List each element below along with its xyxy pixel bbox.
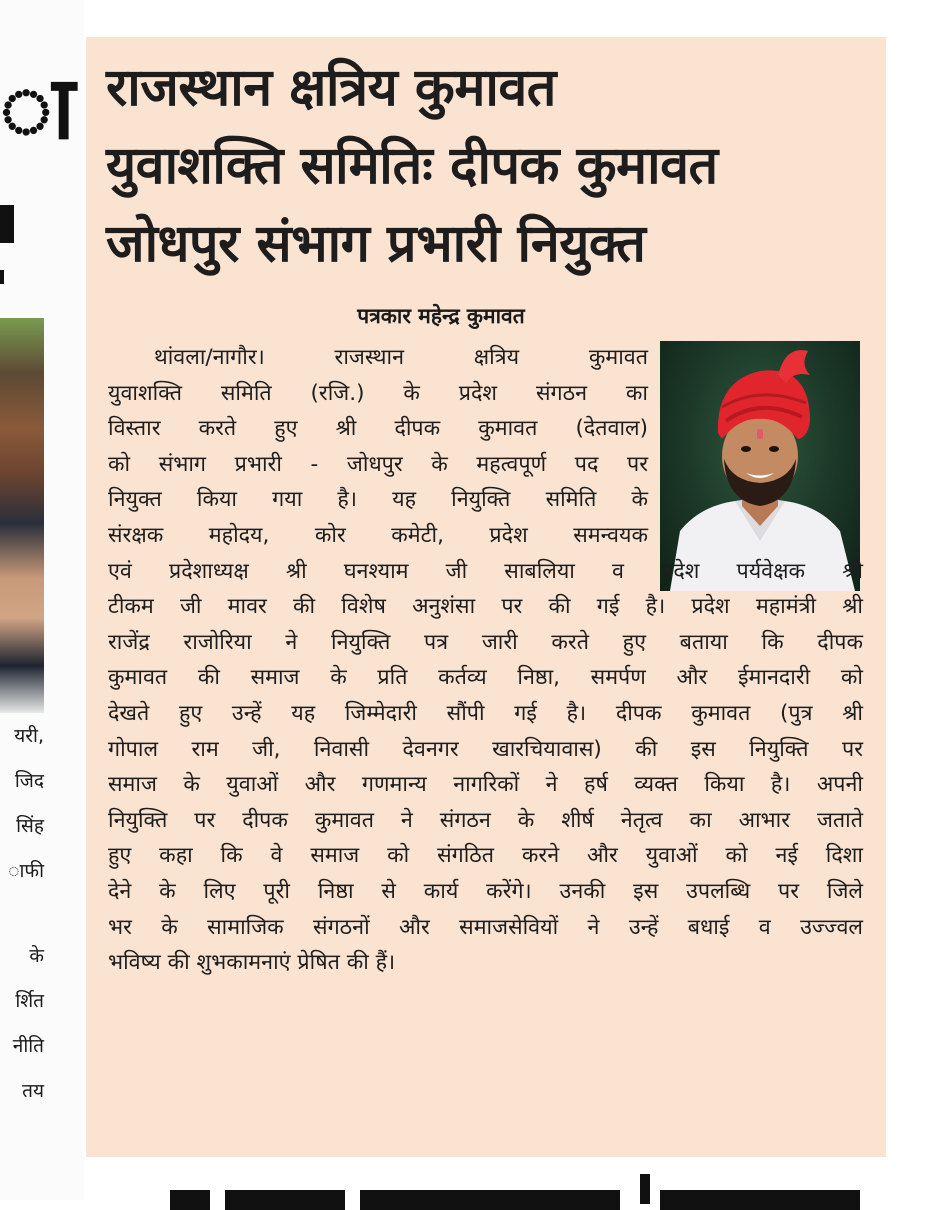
- body-line: एवं प्रदेशाध्यक्ष श्री घनश्याम जी साबलिया व प्रदेश पर्यवेक्षक श्री: [108, 558, 863, 584]
- body-line: गोपाल राम जी, निवासी देवनगर खारचियावास) की इस नियुक्ति पर: [108, 736, 863, 762]
- left-text-fragment: जिद: [14, 770, 44, 792]
- body-line: संरक्षक महोदय, कोर कमेटी, प्रदेश समन्वयक: [108, 522, 648, 548]
- next-article-fragment: [0, 1168, 947, 1200]
- left-text-fragment: तय: [22, 1080, 44, 1102]
- headline-line: राजस्थान क्षत्रिय कुमावत: [106, 58, 556, 118]
- left-headline-fragment-bar: [0, 205, 14, 243]
- left-text-fragment: नीति: [12, 1035, 44, 1057]
- next-article-glyph-fragment: [360, 1190, 620, 1210]
- left-text-fragment: के: [29, 945, 44, 967]
- next-article-glyph-fragment: [225, 1190, 345, 1210]
- body-line: विस्तार करते हुए श्री दीपक कुमावत (देतवाल): [108, 416, 648, 442]
- headline-line: जोधपुर संभाग प्रभारी नियुक्त: [106, 214, 646, 274]
- body-line: नियुक्त किया गया है। यह नियुक्ति समिति के: [108, 487, 648, 513]
- article-body: [108, 340, 863, 981]
- left-text-fragment: सिंह: [16, 815, 44, 837]
- body-line: थांवला/नागौर। राजस्थान क्षत्रिय कुमावत: [154, 345, 648, 370]
- left-text-fragment: ाफी: [8, 860, 44, 882]
- left-column-strip: [0, 0, 84, 1200]
- body-line: हुए कहा कि वे समाज को संगठित करने और युवाओं को नई दिशा: [108, 843, 863, 869]
- left-text-fragments: [0, 714, 44, 1114]
- left-headline-fragment: ा: [0, 56, 76, 159]
- left-text-fragment: र्शित: [15, 990, 44, 1012]
- body-line: को संभाग प्रभारी - जोधपुर के महत्वपूर्ण पद पर: [108, 451, 648, 477]
- body-line: टीकम जी मावर की विशेष अनुशंसा पर की गई है। प्रदेश महामंत्री श्री: [108, 594, 863, 620]
- next-article-glyph-fragment: [660, 1190, 860, 1210]
- body-line: राजेंद्र राजोरिया ने नियुक्ति पत्र जारी करते हुए बताया कि दीपक: [108, 629, 863, 655]
- body-line: नियुक्ति पर दीपक कुमावत ने संगठन के शीर्ष नेतृत्व का आभार जताते: [108, 807, 863, 833]
- left-text-gap: [0, 894, 44, 934]
- next-article-glyph-fragment: [170, 1190, 210, 1210]
- body-line: देने के लिए पूरी निष्ठा से कार्य करेंगे। उनकी इस उपलब्धि पर जिले: [108, 878, 863, 904]
- next-article-glyph-fragment: [640, 1174, 650, 1204]
- body-line: देखते हुए उन्हें यह जिम्मेदारी सौंपी गई है। दीपक कुमावत (पुत्र श्री: [108, 700, 863, 726]
- news-clipping: [86, 37, 886, 1157]
- left-headline-fragment-mark: [0, 270, 4, 284]
- byline: पत्रकार महेन्द्र कुमावत: [357, 304, 525, 328]
- body-line: कुमावत की समाज के प्रति कर्तव्य निष्ठा, समर्पण और ईमानदारी को: [108, 665, 863, 691]
- body-line: भर के सामाजिक संगठनों और समाजसेवियों ने उन्हें बधाई व उज्ज्वल: [108, 914, 863, 940]
- headline: [106, 49, 876, 283]
- body-line: भविष्य की शुभकामनाएं प्रेषित की हैं।: [108, 950, 396, 976]
- body-line: युवाशक्ति समिति (रजि.) के प्रदेश संगठन का: [108, 380, 648, 406]
- left-partial-photo: [0, 318, 44, 713]
- body-line: समाज के युवाओं और गणमान्य नागरिकों ने हर्ष व्यक्त किया है। अपनी: [108, 772, 863, 798]
- left-text-fragment: यरी,: [14, 725, 44, 747]
- headline-line: युवाशक्ति समितिः दीपक कुमावत: [106, 136, 718, 196]
